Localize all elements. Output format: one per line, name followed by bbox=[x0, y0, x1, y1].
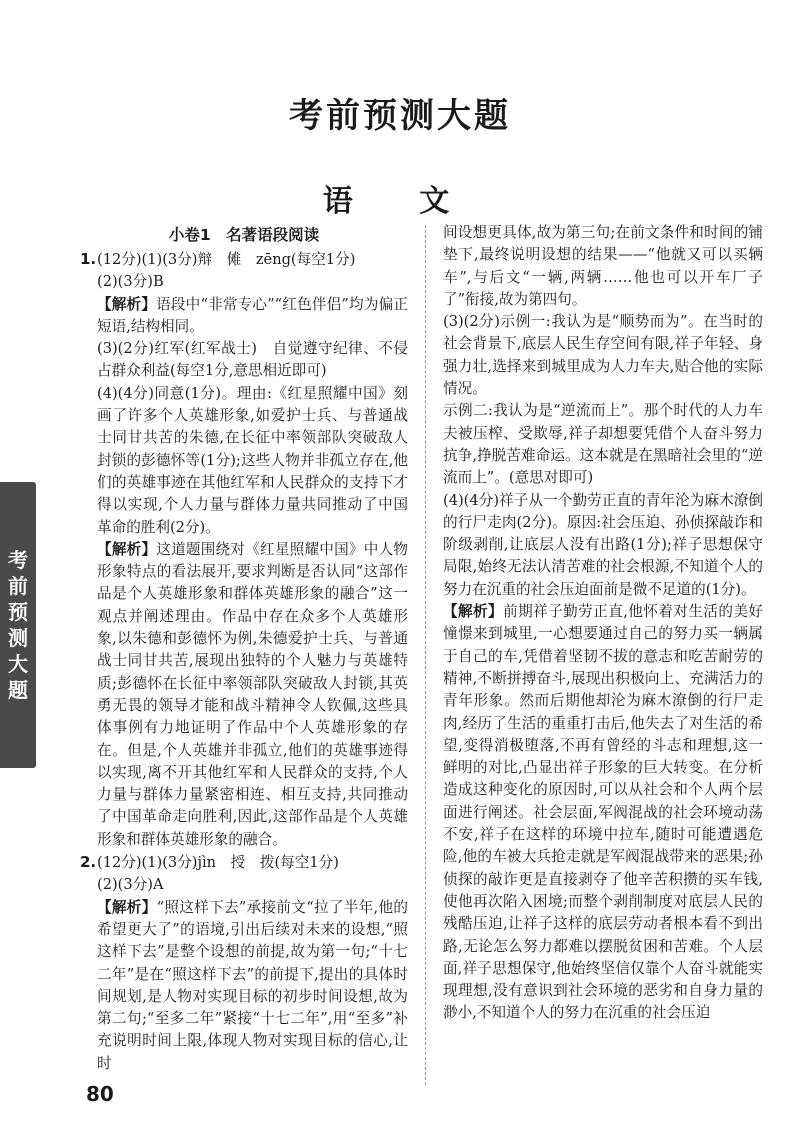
q2-part4: (4)(4分)祥子从一个勤劳正直的青年沦为麻木潦倒的行尸走肉(2分)。原因:社会压迫、孙侦探敲诈和阶级剥削,让底层人没有出路(1分);祥子思想保守局限,始终无法认清苦难的社会根源,不知道个人的努力在沉重的社会压迫面前是微不足道的(1分)。 bbox=[443, 491, 763, 598]
q2-analysis bbox=[80, 897, 408, 1075]
analysis-text: 这道题围绕对《红星照耀中国》中人物形象特点的看法展开,要求判断是否认同“这部作品是个人英雄形象和群体英雄形象的融合”这一观点并阐述理由。作品中存在众多个人英雄形象,以朱德和彭德怀为例,朱德爱护士兵、与普通战士同甘共苦,展现出独特的个人魅力与英雄特质;彭德怀在长征中率领部队突破敌人封锁,其英勇无畏的领导才能和战斗精神令人钦佩,这些具体事例有力地证明了作品中个人英雄形象的存在。但是,个人英雄并非孤立,他们的英雄事迹得以实现,离不开其他红军和人民群众的支持,个人力量与群体力量紧密相连、相互支持,共同推动了中国革命走向胜利,因此,这部作品是个人英雄形象和群体英雄形象的融合。 bbox=[97, 540, 408, 848]
q1-part4: (4)(4分)同意(1分)。理由:《红星照耀中国》刻画了许多个人英雄形象,如爱护士兵、与普通战士同甘共苦的朱德,在长征中率领部队突破敌人封锁的彭德怀等(1分);这些人物并非孤立存在,他们的英雄事迹在其他红军和人民群众的支持下才得以实现,个人力量与群体力量共同推动了中国革命的胜利(2分)。 bbox=[97, 384, 408, 536]
q1-analysis2 bbox=[80, 539, 408, 851]
side-tab-char: 大 bbox=[8, 652, 28, 676]
analysis-tag: 【解析】 bbox=[97, 540, 157, 558]
analysis-tag: 【解析】 bbox=[97, 898, 157, 916]
side-tab-char: 考 bbox=[8, 548, 28, 572]
q1-analysis1 bbox=[80, 294, 408, 339]
analysis-tag: 【解析】 bbox=[443, 603, 504, 621]
section-heading: 小卷1 名著语段阅读 bbox=[168, 226, 320, 244]
q1-answer-line bbox=[80, 248, 408, 271]
side-tab bbox=[0, 482, 36, 768]
q2-part3-example1: (3)(2分)示例一:我认为是“顺势而为”。在当时的社会背景下,底层人民生存空间有限,祥子年轻、身强力壮,选择来到城里成为人力车夫,贴合他的实际情况。 bbox=[443, 313, 763, 398]
column-divider bbox=[425, 225, 426, 1085]
page-title: 考前预测大题 bbox=[289, 96, 511, 136]
side-tab-char: 题 bbox=[8, 678, 28, 702]
side-tab-char: 预 bbox=[8, 600, 28, 624]
subject-title: 语 文 bbox=[322, 184, 478, 219]
side-tab-char: 测 bbox=[8, 626, 28, 650]
q2-part4-analysis bbox=[443, 601, 763, 1025]
question-number: 1. bbox=[80, 250, 97, 268]
page-number: 80 bbox=[86, 1082, 114, 1106]
q1-part3: (3)(2分)红军(红军战士) 自觉遵守纪律、不侵占群众利益(每空1分,意思相近即可) bbox=[97, 340, 408, 380]
q1-line1: (12分)(1)(3分)辩 傩 zēng(每空1分) bbox=[97, 251, 356, 268]
analysis-text: 语段中“非常专心”“红色伴侣”均为偏正短语,结构相同。 bbox=[97, 295, 408, 335]
question-number: 2. bbox=[80, 853, 97, 872]
analysis-text: 前期祥子勤劳正直,他怀着对生活的美好憧憬来到城里,一心想要通过自己的努力买一辆属于自己的车,凭借着坚韧不拔的意志和吃苦耐劳的精神,不断拼搏奋斗,展现出积极向上、充满活力的青年形象。然而后期他却沦为麻木潦倒的行尸走肉,经历了生活的重重打击后,他失去了对生活的希望,变得消极堕落,不再有曾经的斗志和理想,这一鲜明的对比,凸显出祥子形象的巨大转变。在分析造成这种变化的原因时,可以从社会和个人两个层面进行阐述。社会层面,军阀混战的社会环境动荡不安,祥子在这样的环境中拉车,随时可能遭遇危险,他的车被大兵抢走就是军阀混战带来的恶果;孙侦探的敲诈更是直接剥夺了他辛苦积攒的买车钱,使他再次陷入困境;而整个剥削制度对底层人民的残酷压迫,让祥子这样的底层劳动者根本看不到出路,无论怎么努力都难以摆脱贫困和苦难。个人层面,祥子思想保守,他始终坚信仅靠个人奋斗就能实现理想,没有意识到社会环境的恶劣和自身力量的渺小,不知道个人的努力在沉重的社会压迫 bbox=[443, 603, 763, 1022]
q2-answer-line bbox=[80, 851, 408, 874]
q1-line2: (2)(3分)B bbox=[97, 273, 164, 291]
q2-analysis-continued: 间设想更具体,故为第三句;在前文条件和时间的铺垫下,最终说明设想的结果——“他就又可以买辆车”,与后文“一辆,两辆……他也可以开车厂子了”衔接,故为第四句。 bbox=[443, 224, 763, 308]
analysis-text: “照这样下去”承接前文“拉了半年,他的希望更大了”的语境,引出后续对未来的设想,“照这样下去”是整个设想的前提,故为第一句;“十七二年”是在“照这样下去”的前提下,提出的具体时间规划,是人物对实现目标的初步时间设想,故为第二句;“至多二年”紧接“十七二年”,用“至多”补充说明时间上限,体现人物对实现目标的信心,让时 bbox=[97, 898, 408, 1072]
side-tab-char: 前 bbox=[8, 574, 28, 598]
analysis-tag: 【解析】 bbox=[97, 295, 157, 313]
q2-line1: (12分)(1)(3分)jìn 授 拨(每空1分) bbox=[97, 854, 339, 872]
right-column bbox=[443, 222, 763, 1025]
left-column bbox=[80, 222, 408, 1075]
q2-line2: (2)(3分)A bbox=[97, 876, 164, 894]
q2-part3-example2: 示例二:我认为是“逆流而上”。那个时代的人力车夫被压榨、受欺辱,祥子却想要凭借个人奋斗努力抗争,挣脱苦难命运。这本就是在黑暗社会里的“逆流而上”。(意思对即可) bbox=[443, 402, 763, 487]
